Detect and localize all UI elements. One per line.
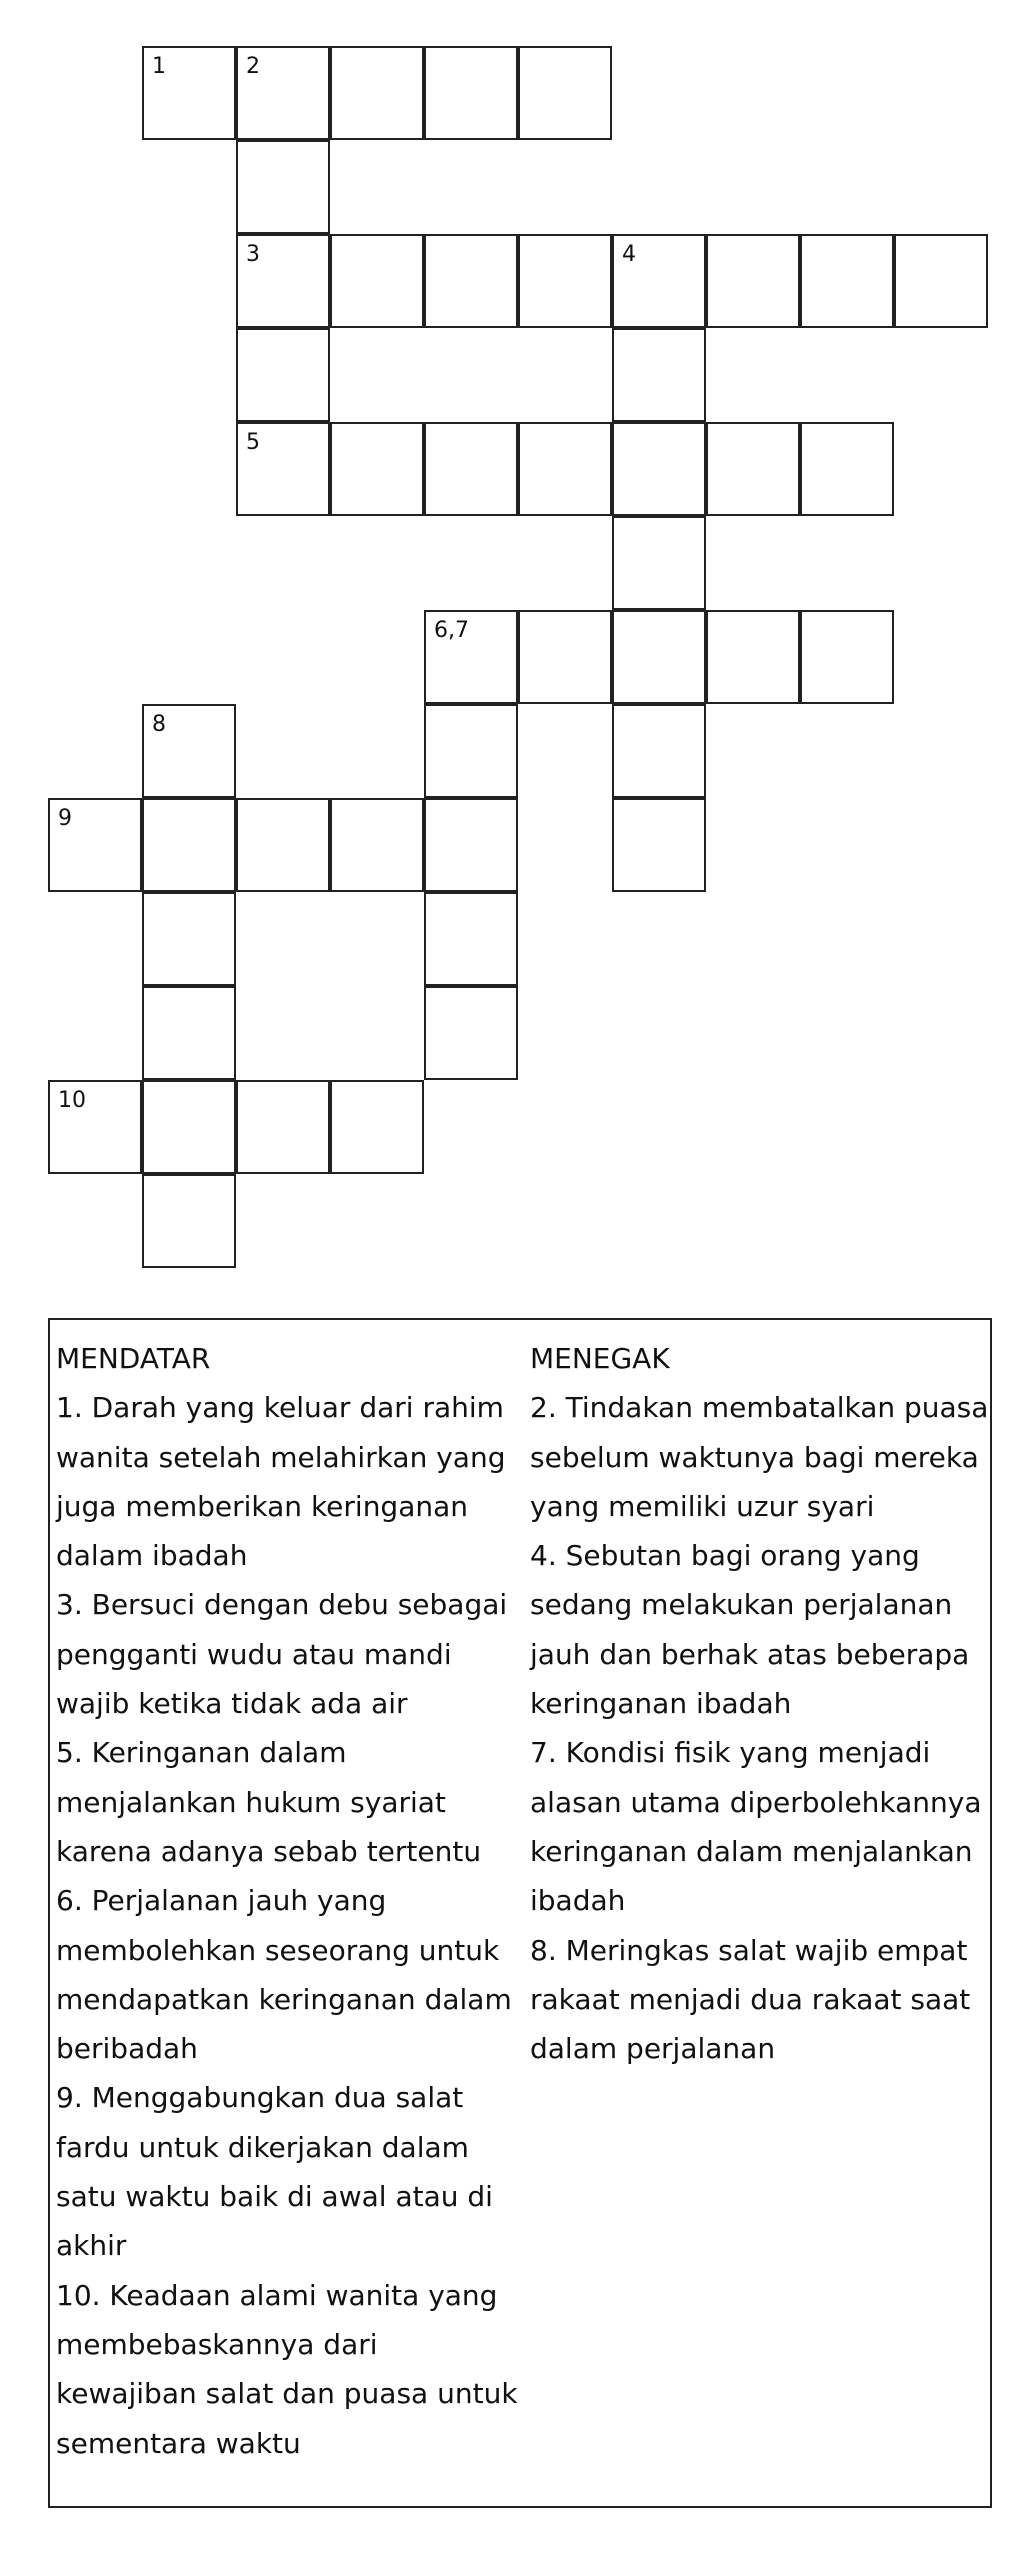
grid-cell[interactable] [236,328,330,422]
down-clue-7: 7. Kondisi fisik yang menjadi alasan utama diperbolehkannya keringanan dalam menjalankan ibadah [530,1736,982,1918]
across-clue-9: 9. Menggabungkan dua salat fardu untuk dikerjakan dalam satu waktu baik di awal atau di akhir [56,2081,493,2263]
grid-cell[interactable] [48,798,142,892]
across-title: MENDATAR [56,1342,211,1375]
grid-cell[interactable] [706,422,800,516]
grid-cell[interactable] [142,892,236,986]
clue-number: 2 [246,54,260,79]
grid-cell[interactable] [894,234,988,328]
grid-cell[interactable] [424,798,518,892]
grid-cell[interactable] [518,610,612,704]
grid-cell[interactable] [800,422,894,516]
grid-cell[interactable] [518,422,612,516]
grid-cell[interactable] [518,46,612,140]
grid-cell[interactable] [424,704,518,798]
grid-cell[interactable] [424,234,518,328]
across-clue-10: 10. Keadaan alami wanita yang membebaskannya dari kewajiban salat dan puasa untuk sementara waktu [56,2278,518,2460]
grid-cell[interactable] [612,422,706,516]
grid-cell[interactable] [142,798,236,892]
clue-number: 1 [152,54,166,79]
grid-cell[interactable] [706,234,800,328]
grid-cell[interactable] [142,986,236,1080]
grid-cell[interactable] [612,798,706,892]
clue-number: 9 [58,806,72,831]
grid-cell[interactable] [236,140,330,234]
grid-cell[interactable] [48,1080,142,1174]
down-column [530,1334,990,2073]
grid-cell[interactable] [330,422,424,516]
grid-cell[interactable] [612,516,706,610]
grid-cell[interactable] [424,892,518,986]
across-clue-1: 1. Darah yang keluar dari rahim wanita setelah melahirkan yang juga memberikan keringanan dalam ibadah [56,1391,506,1573]
grid-cell[interactable] [330,798,424,892]
grid-cell[interactable] [330,46,424,140]
grid-cell[interactable] [800,610,894,704]
grid-cell[interactable] [142,46,236,140]
grid-cell[interactable] [236,798,330,892]
grid-cell[interactable] [236,46,330,140]
grid-cell[interactable] [706,610,800,704]
grid-cell[interactable] [424,422,518,516]
across-clue-3: 3. Bersuci dengan debu sebagai pengganti wudu atau mandi wajib ketika tidak ada air [56,1588,508,1721]
down-clue-8: 8. Meringkas salat wajib empat rakaat menjadi dua rakaat saat dalam perjalanan [530,1933,971,2066]
grid-cell[interactable] [612,234,706,328]
grid-cell[interactable] [800,234,894,328]
grid-cell[interactable] [424,610,518,704]
clue-number: 8 [152,712,166,737]
grid-cell[interactable] [330,1080,424,1174]
across-clue-6: 6. Perjalanan jauh yang membolehkan seseorang untuk mendapatkan keringanan dalam beribadah [56,1884,512,2066]
clues-box [48,1318,992,2508]
grid-cell[interactable] [142,704,236,798]
grid-cell[interactable] [330,234,424,328]
grid-cell[interactable] [142,1174,236,1268]
across-clue-5: 5. Keringanan dalam menjalankan hukum syariat karena adanya sebab tertentu [56,1736,482,1868]
grid-cell[interactable] [236,234,330,328]
grid-cell[interactable] [236,1080,330,1174]
grid-cell[interactable] [424,986,518,1080]
grid-cell[interactable] [612,328,706,422]
grid-cell[interactable] [518,234,612,328]
across-column [56,1334,526,2468]
clue-number: 4 [622,242,636,267]
clue-number: 10 [58,1088,86,1113]
down-clue-2: 2. Tindakan membatalkan puasa sebelum waktunya bagi mereka yang memiliki uzur syari [530,1391,989,1523]
clue-number: 3 [246,242,260,267]
grid-cell[interactable] [236,422,330,516]
clue-number: 5 [246,430,260,455]
grid-cell[interactable] [612,704,706,798]
grid-cell[interactable] [142,1080,236,1174]
down-title: MENEGAK [530,1342,670,1375]
clue-number: 6,7 [434,618,469,643]
down-clue-4: 4. Sebutan bagi orang yang sedang melakukan perjalanan jauh dan berhak atas beberapa keringanan ibadah [530,1539,970,1721]
grid-cell[interactable] [424,46,518,140]
grid-cell[interactable] [612,610,706,704]
